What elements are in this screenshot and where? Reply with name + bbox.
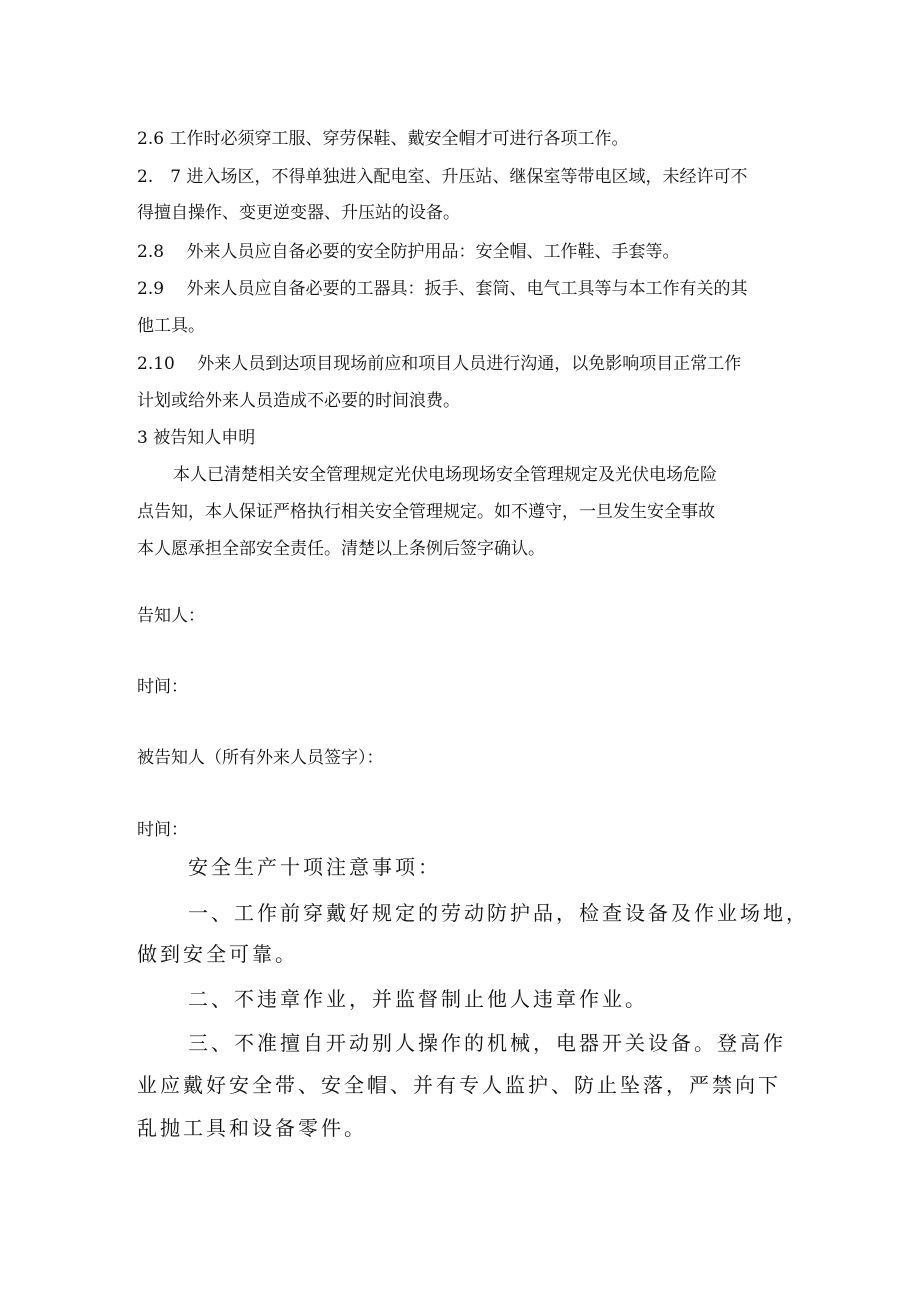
safety-item-3-line-1: 三、不准擅自开动别人操作的机械，电器开关设备。登高作 <box>188 1031 786 1055</box>
declaration-heading: 3 被告知人申明 <box>137 428 256 448</box>
safety-item-1-line-1: 一、工作前穿戴好规定的劳动防护品，检查设备及作业场地， <box>188 901 809 925</box>
rule-2-9-line-1: 2.9 外来人员应自备必要的工器具：扳手、套筒、电气工具等与本工作有关的其 <box>137 279 748 299</box>
rule-2-6-line-1: 2.6 工作时必须穿工服、穿劳保鞋、戴安全帽才可进行各项工作。 <box>137 129 629 149</box>
rule-2-10-line-1: 2.10 外来人员到达项目现场前应和项目人员进行沟通，以免影响项目正常工作 <box>137 354 742 374</box>
declaration-line-3: 本人愿承担全部安全责任。清楚以上条例后签字确认。 <box>137 539 545 559</box>
time-label-2: 时间： <box>137 820 188 840</box>
safety-title: 安全生产十项注意事项： <box>188 855 441 879</box>
rule-2-7-line-2: 得擅自操作、变更逆变器、升压站的设备。 <box>137 203 460 223</box>
notified-label: 被告知人（所有外来人员签字）： <box>137 748 384 768</box>
safety-item-1-line-2: 做到安全可靠。 <box>137 942 298 966</box>
safety-item-2-line-1: 二、不违章作业，并监督制止他人违章作业。 <box>188 987 648 1011</box>
safety-item-3-line-2: 业应戴好安全带、安全帽、并有专人监护、防止坠落，严禁向下 <box>137 1073 781 1097</box>
rule-2-10-line-2: 计划或给外来人员造成不必要的时间浪费。 <box>137 391 460 411</box>
rule-2-9-line-2: 他工具。 <box>137 316 205 336</box>
declaration-line-1: 本人已清楚相关安全管理规定光伏电场现场安全管理规定及光伏电场危险 <box>173 465 717 485</box>
notifier-label: 告知人： <box>137 606 205 626</box>
rule-2-7-line-1: 2. 7 进入场区，不得单独进入配电室、升压站、继保室等带电区域，未经许可不 <box>137 167 748 187</box>
safety-item-3-line-3: 乱抛工具和设备零件。 <box>137 1116 367 1140</box>
rule-2-8-line-1: 2.8 外来人员应自备必要的安全防护用品：安全帽、工作鞋、手套等。 <box>137 242 680 262</box>
declaration-line-2: 点告知，本人保证严格执行相关安全管理规定。如不遵守，一旦发生安全事故 <box>137 502 715 522</box>
time-label-1: 时间： <box>137 677 188 697</box>
